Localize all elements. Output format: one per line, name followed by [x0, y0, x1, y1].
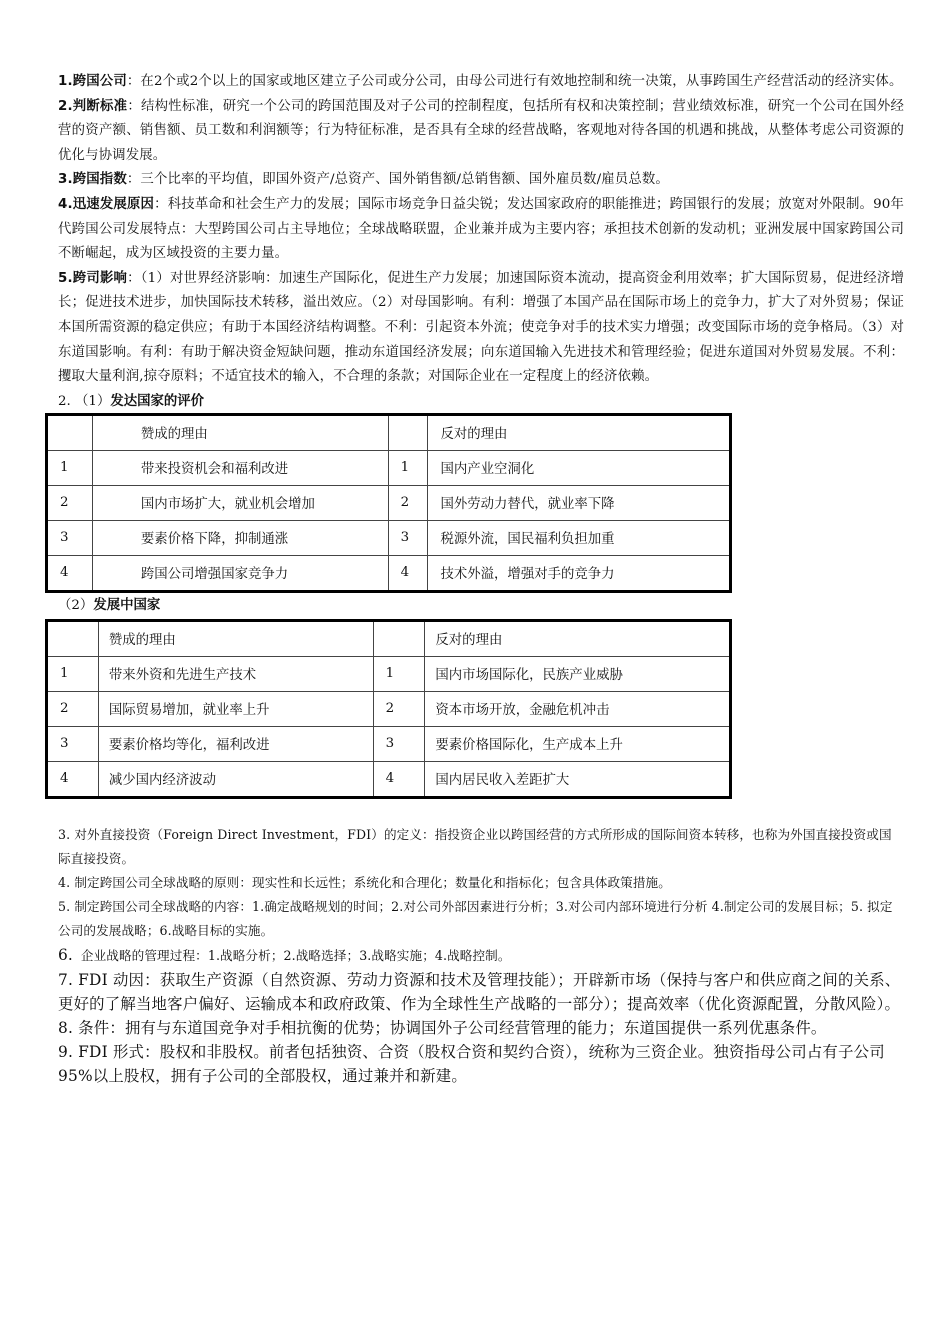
row-number: 2	[373, 691, 425, 726]
pro-reason: 要素价格均等化，福利改进	[98, 726, 373, 761]
table-row	[47, 485, 731, 520]
row-number: 4	[47, 555, 93, 591]
pro-reason: 减少国内经济波动	[98, 761, 373, 797]
pro-reason: 要素价格下降，抑制通涨	[92, 520, 388, 555]
row-number: 4	[373, 761, 425, 797]
heading-label: 发展中国家	[93, 597, 161, 613]
paragraph-conditions: 8. 条件：拥有与东道国竞争对手相抗衡的优势；协调国外子公司经营管理的能力；东道国提供一系列优惠条件。	[58, 1018, 827, 1037]
table-row	[47, 450, 731, 485]
pro-reason: 带来外资和先进生产技术	[98, 656, 373, 691]
table-developed-countries	[45, 413, 732, 593]
con-reason: 国内居民收入差距扩大	[425, 761, 731, 797]
term-label: 2.判断标准	[58, 98, 128, 114]
paragraph-fdi-definition: 3. 对外直接投资（Foreign Direct Investment，FDI）的定义：指投资企业以跨国经营的方式所形成的国际间资本转移，也称为外国直接投资或国际直接投资。	[58, 826, 892, 866]
paragraph-text: ：（1）对世界经济影响：加速生产国际化，促进生产力发展；加速国际资本流动，提高资金利用效率；扩大国际贸易，促进经济增长；促进技术进步，加快国际技术转移，溢出效应。（2）对母国影响。有利：增强了本国产品在国际市场上的竞争力，扩大了对外贸易；保证本国所需资源的稳定供应；有助于本国经济结构调整。不利：引起资本外流；使竞争对手的技术实力增强；改变国际市场的竞争格局。（3）对东道国影响。有利：有助于解决资金短缺问题，推动东道国经济发展；向东道国输入先进技术和管理经验；促进东道国对外贸易发展。不利：攫取大量利润,掠夺原料；不适宜技术的输入，不合理的条款；对国际企业在一定程度上的经济依赖。	[58, 270, 904, 385]
table-row	[47, 555, 731, 591]
paragraph-strategy-content: 5. 制定跨国公司全球战略的内容：1.确定战略规划的时间；2.对公司外部因素进行分析；3.对公司内部环境进行分析 4.制定公司的发展目标；5. 拟定公司的发展战略；6.战略目标的实施。	[58, 898, 893, 938]
pro-reason: 带来投资机会和福利改进	[92, 450, 388, 485]
pro-reason: 国内市场扩大，就业机会增加	[92, 485, 388, 520]
heading-label: 发达国家的评价	[110, 393, 205, 409]
spacer	[58, 799, 904, 823]
term-label: 1.跨国公司	[58, 74, 127, 89]
term-label: 3.跨国指数	[58, 172, 127, 188]
paragraph-impact	[58, 267, 904, 390]
paragraph-growth-reasons	[58, 193, 904, 267]
pro-header: 赞成的理由	[92, 414, 388, 450]
row-number: 1	[47, 656, 99, 691]
row-number: 3	[47, 520, 93, 555]
heading-developed-countries	[58, 392, 904, 411]
heading-prefix: 2. （1）	[58, 393, 111, 409]
table-header-row	[47, 414, 731, 450]
table-row	[47, 761, 731, 797]
row-number: 2	[47, 485, 93, 520]
paragraph-transnationality-index	[58, 168, 904, 193]
con-reason: 要素价格国际化，生产成本上升	[425, 726, 731, 761]
pro-reason: 国际贸易增加，就业率上升	[98, 691, 373, 726]
paragraph-text: 企业战略的管理过程：1.战略分析；2.战略选择；3.战略实施；4.战略控制。	[80, 947, 511, 963]
row-number: 3	[47, 726, 99, 761]
paragraph-mnc-definition	[58, 70, 904, 95]
row-number: 4	[47, 761, 99, 797]
con-reason: 国外劳动力替代，就业率下降	[428, 485, 731, 520]
row-number: 1	[388, 450, 428, 485]
row-number: 3	[373, 726, 425, 761]
table-row	[47, 520, 731, 555]
con-reason: 资本市场开放，金融危机冲击	[425, 691, 731, 726]
row-number: 2	[47, 691, 99, 726]
row-number: 4	[388, 555, 428, 591]
con-reason: 国内市场国际化，民族产业威胁	[425, 656, 731, 691]
document-page	[58, 70, 904, 1088]
con-header: 反对的理由	[425, 620, 731, 656]
row-number: 1	[47, 450, 93, 485]
paragraph-criteria	[58, 95, 904, 169]
table-developing-countries	[45, 619, 732, 799]
row-number: 3	[388, 520, 428, 555]
con-reason: 税源外流，国民福利负担加重	[428, 520, 731, 555]
pro-reason: 跨国公司增强国家竞争力	[92, 555, 388, 591]
heading-prefix: （2）	[58, 597, 94, 613]
paragraph-strategy-principles: 4. 制定跨国公司全球战略的原则：现实性和长远性；系统化和合理化；数量化和指标化；包含具体政策措施。	[58, 874, 671, 890]
table-row	[47, 726, 731, 761]
paragraph-fdi-motives: 7. FDI 动因：获取生产资源（自然资源、劳动力资源和技术及管理技能）；开辟新市场（保持与客户和供应商之间的关系、更好的了解当地客户偏好、运输成本和政府政策、作为全球性生产战略的一部分）；提高效率（优化资源配置，分散风险）。	[58, 970, 901, 1013]
paragraph-text: ：在2个或2个以上的国家或地区建立子公司或分公司，由母公司进行有效地控制和统一决策，从事跨国生产经营活动的经济实体。	[126, 74, 903, 89]
term-label: 5.跨司影响	[58, 270, 128, 286]
item-number: 6.	[58, 945, 73, 964]
table-row	[47, 691, 731, 726]
paragraph-management-process	[58, 943, 904, 968]
term-label: 4.迅速发展原因	[58, 196, 155, 212]
pro-header: 赞成的理由	[98, 620, 373, 656]
con-header: 反对的理由	[428, 414, 731, 450]
paragraph-text: ：结构性标准，研究一个公司的跨国范围及对子公司的控制程度，包括所有权和决策控制；营业绩效标准，研究一个公司在国外经营的资产额、销售额、员工数和利润额等；行为特征标准，是否具有全球的经营战略，客观地对待各国的机遇和挑战，从整体考虑公司资源的优化与协调发展。	[58, 98, 905, 163]
paragraph-text: ：科技革命和社会生产力的发展；国际市场竞争日益尖锐；发达国家政府的职能推进；跨国银行的发展；放宽对外限制。90年代跨国公司发展特点：大型跨国公司占主导地位；全球战略联盟，企业兼并成为主要内容；承担技术创新的发动机；亚洲发展中国家跨国公司不断崛起，成为区域投资的主要力量。	[58, 196, 904, 262]
row-number: 2	[388, 485, 428, 520]
row-number: 1	[373, 656, 425, 691]
paragraph-fdi-forms: 9. FDI 形式：股权和非股权。前者包括独资、合资（股权合资和契约合资），统称为三资企业。独资指母公司占有子公司 95%以上股权，拥有子公司的全部股权，通过兼并和新建。	[58, 1042, 885, 1085]
con-reason: 国内产业空洞化	[428, 450, 731, 485]
heading-developing-countries	[58, 596, 904, 615]
table-row	[47, 656, 731, 691]
con-reason: 技术外溢，增强对手的竞争力	[428, 555, 731, 591]
table-header-row	[47, 620, 731, 656]
paragraph-text: ：三个比率的平均值，即国外资产/总资产、国外销售额/总销售额、国外雇员数/雇员总数。	[126, 172, 669, 188]
